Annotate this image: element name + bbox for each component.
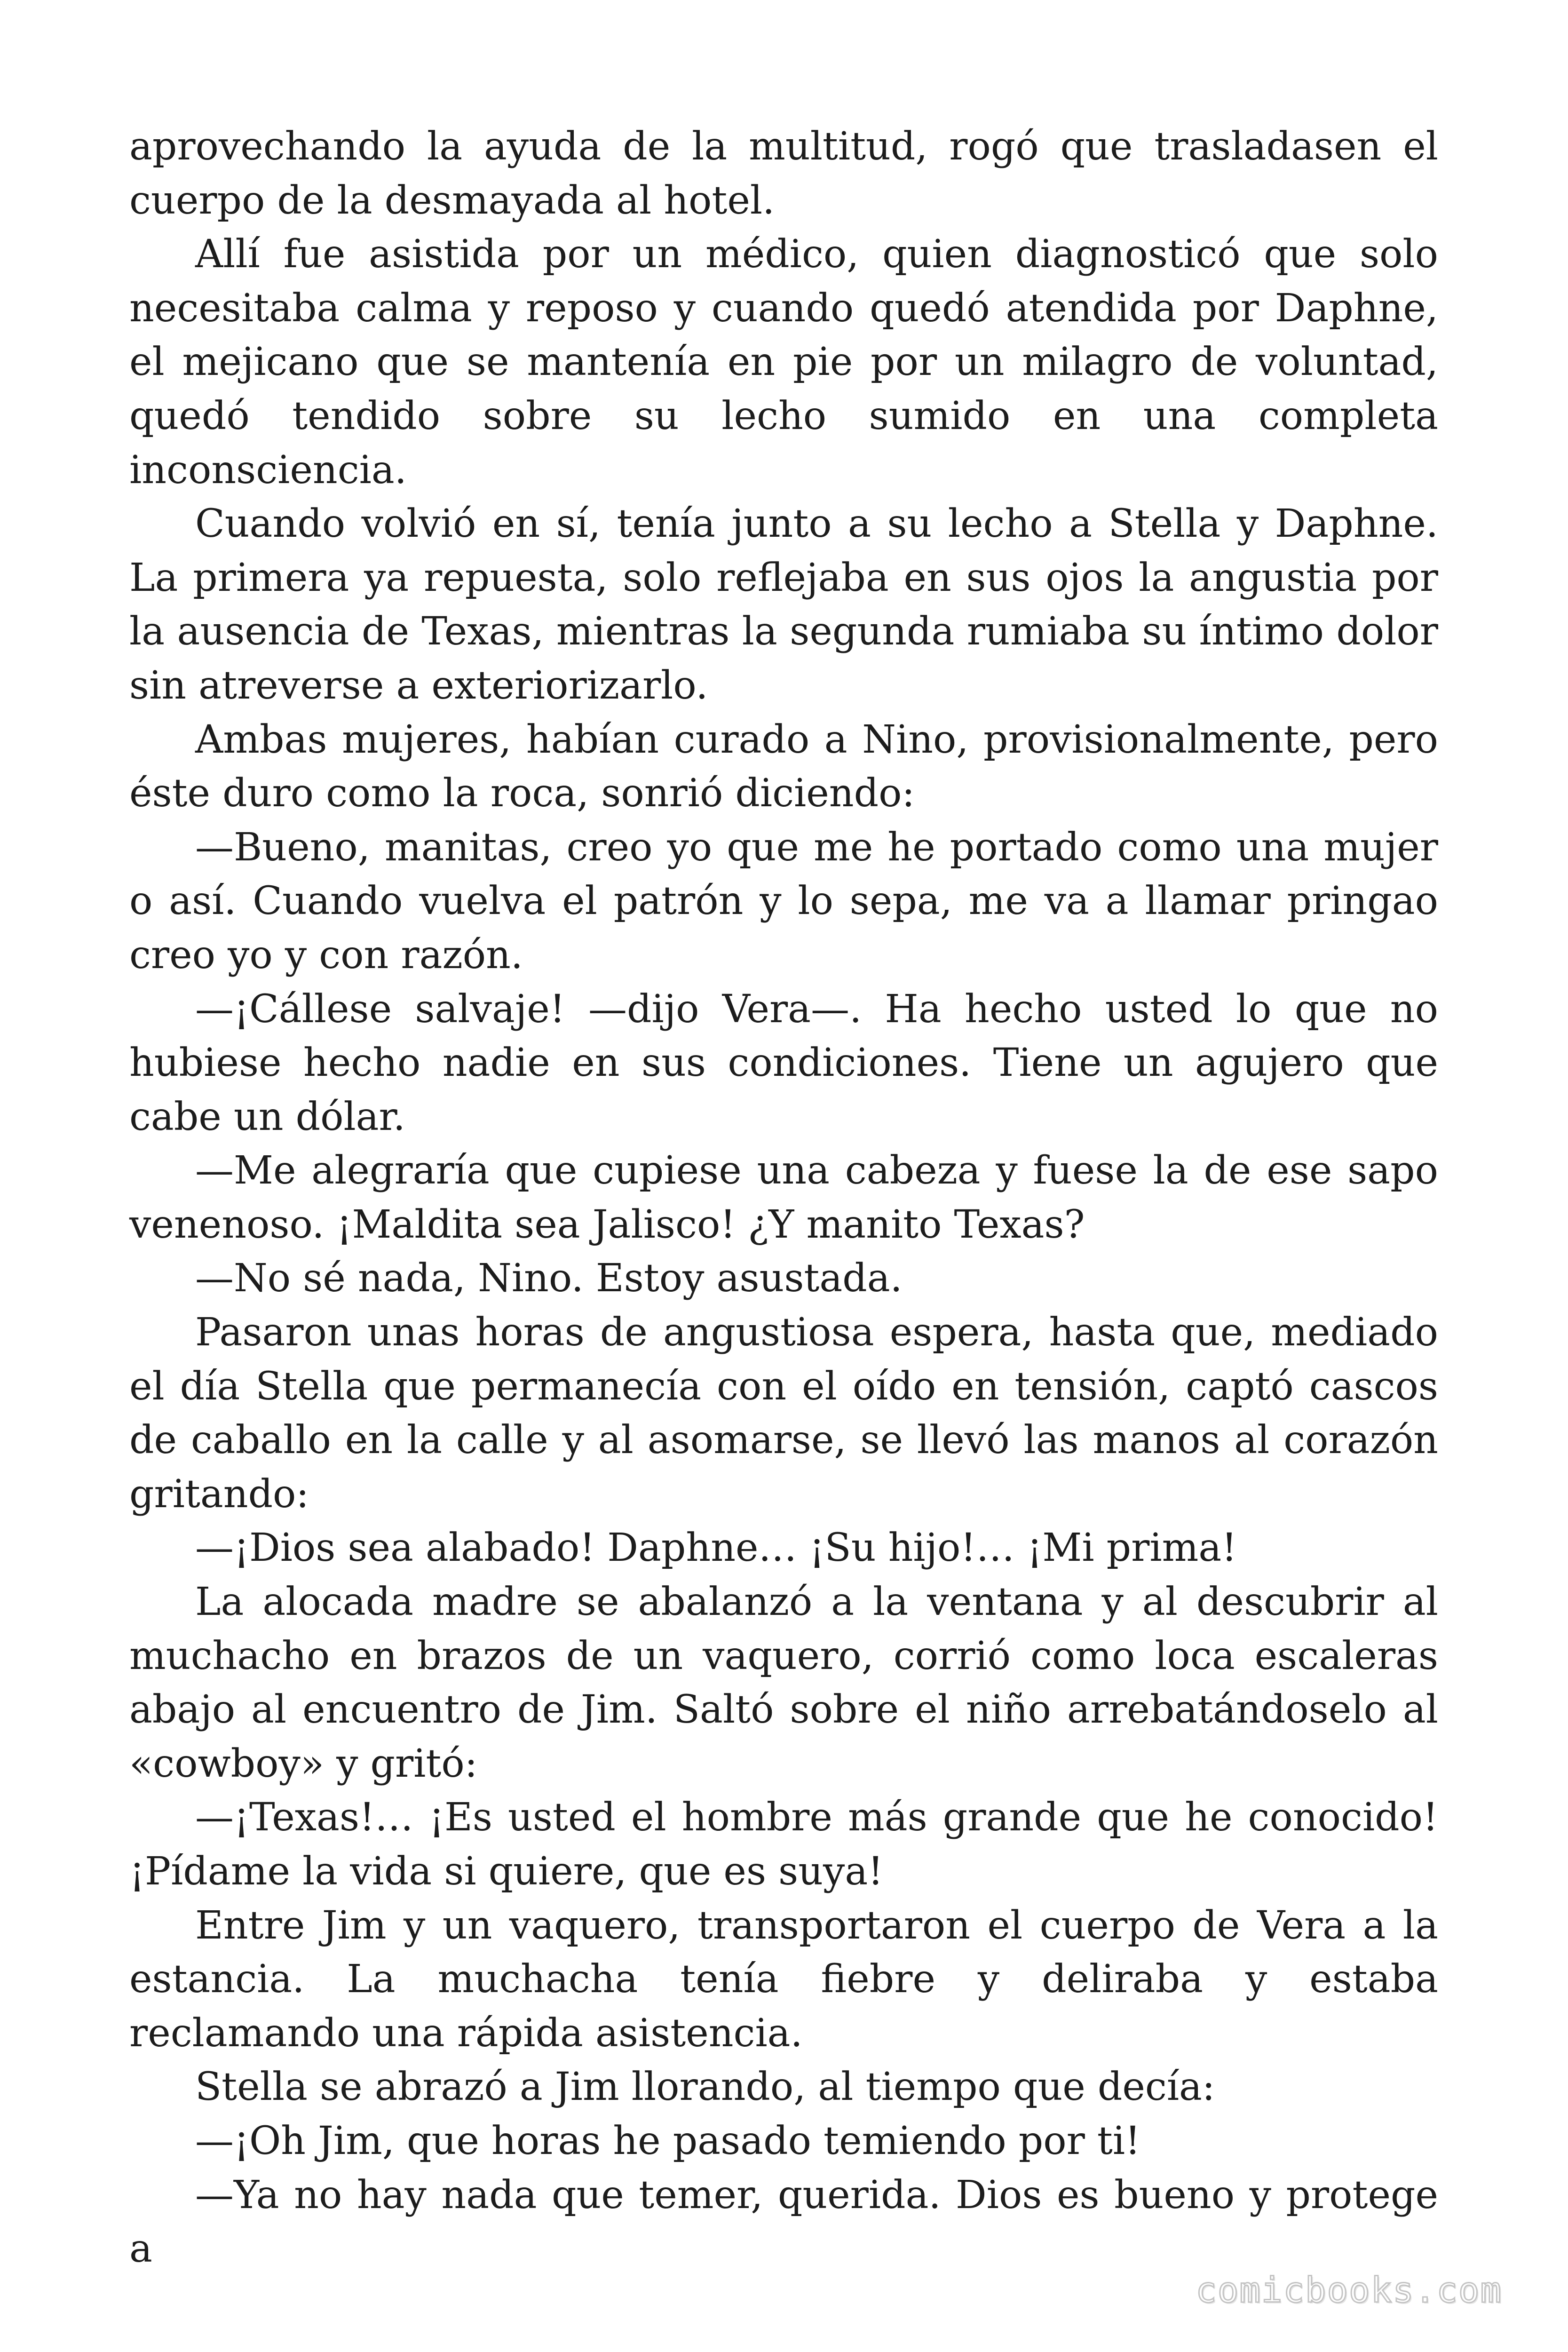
body-text xyxy=(129,120,1438,2276)
paragraph: aprovechando la ayuda de la multitud, rogó que trasladasen el cuerpo de la desmayada al hotel. xyxy=(129,124,1438,223)
dialogue-paragraph: —¡Oh Jim, que horas he pasado temiendo por ti! xyxy=(195,2118,1141,2163)
dialogue-paragraph: —¡Dios sea alabado! Daphne… ¡Su hijo!… ¡Mi prima! xyxy=(195,1526,1237,1571)
dialogue-paragraph: —¡Cállese salvaje! —dijo Vera—. Ha hecho usted lo que no hubiese hecho nadie en sus condiciones. Tiene un agujero que cabe un dólar. xyxy=(129,986,1438,1139)
watermark-text: comicbooks.com xyxy=(1196,2270,1502,2311)
paragraph: Allí fue asistida por un médico, quien diagnosticó que solo necesitaba calma y reposo y cuando quedó atendida por Daphne, el mejicano que se mantenía en pie por un milagro de voluntad, quedó tendido sobre su lecho sumido en una completa inconsciencia. xyxy=(129,232,1438,493)
dialogue-paragraph: —Bueno, manitas, creo yo que me he portado como una mujer o así. Cuando vuelva el patrón y lo sepa, me va a llamar pringao creo yo y con razón. xyxy=(129,825,1438,977)
paragraph: Stella se abrazó a Jim llorando, al tiempo que decía: xyxy=(195,2065,1215,2110)
dialogue-paragraph: —¡Texas!… ¡Es usted el hombre más grande que he conocido! ¡Pídame la vida si quiere, que es suya! xyxy=(129,1795,1438,1894)
paragraph: Entre Jim y un vaquero, transportaron el cuerpo de Vera a la estancia. La muchacha tenía fiebre y deliraba y estaba reclamando una rápida asistencia. xyxy=(129,1903,1438,2056)
paragraph: Pasaron unas horas de angustiosa espera, hasta que, mediado el día Stella que permanecía con el oído en tensión, captó cascos de caballo en la calle y al asomarse, se llevó las manos al corazón gritando: xyxy=(129,1310,1438,1517)
dialogue-paragraph: —No sé nada, Nino. Estoy asustada. xyxy=(195,1256,903,1301)
paragraph: Ambas mujeres, habían curado a Nino, provisionalmente, pero éste duro como la roca, sonrió diciendo: xyxy=(129,717,1438,816)
dialogue-paragraph: —Ya no hay nada que temer, querida. Dios es bueno y protege a xyxy=(129,2172,1438,2272)
paragraph: La alocada madre se abalanzó a la ventana y al descubrir al muchacho en brazos de un vaquero, corrió como loca escaleras abajo al encuentro de Jim. Saltó sobre el niño arrebatándoselo al «cowboy» y gritó: xyxy=(129,1580,1438,1786)
dialogue-paragraph: —Me alegraría que cupiese una cabeza y fuese la de ese sapo venenoso. ¡Maldita sea Jalisco! ¿Y manito Texas? xyxy=(129,1148,1438,1247)
paragraph: Cuando volvió en sí, tenía junto a su lecho a Stella y Daphne. La primera ya repuesta, solo reflejaba en sus ojos la angustia por la ausencia de Texas, mientras la segunda rumiaba su íntimo dolor sin atreverse a exteriorizarlo. xyxy=(129,501,1438,708)
